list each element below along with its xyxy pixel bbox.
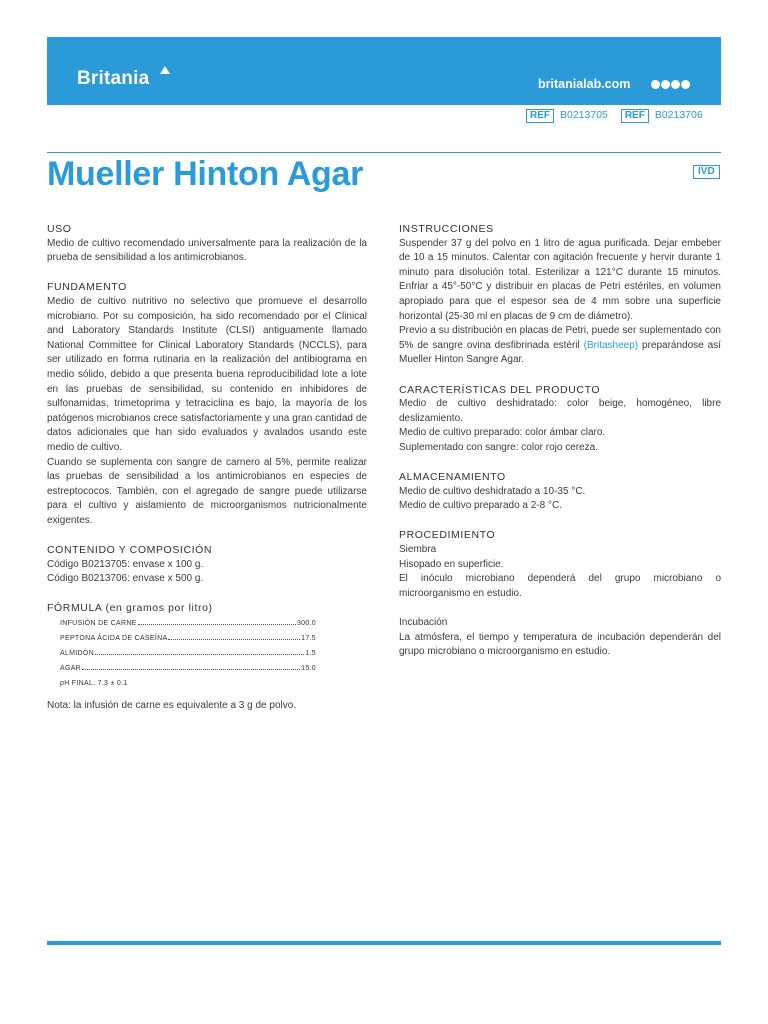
header-bar <box>47 37 721 105</box>
formula-ingredient: AGAR <box>60 665 82 673</box>
caracteristicas-line: Medio de cultivo deshidratado: color beige, homogéneo, libre deslizamiento. <box>399 398 721 424</box>
siembra-line: Hisopado en superficie. <box>399 558 504 570</box>
ref-code: B0213705 <box>560 109 608 121</box>
caracteristicas-line: Medio de cultivo preparado: color ámbar claro. <box>399 427 606 439</box>
contenido-line: Código B0213706: envase x 500 g. <box>47 573 204 585</box>
page-title: Mueller Hinton Agar <box>47 155 364 193</box>
caracteristicas-heading: CARACTERÍSTICAS DEL PRODUCTO <box>399 383 601 396</box>
brand-logo[interactable]: Britania <box>77 68 150 89</box>
contenido-heading: CONTENIDO Y COMPOSICIÓN <box>47 544 213 557</box>
fundamento-paragraph-1: Medio de cultivo nutritivo no selectivo que promueve el desarrollo microbiano. Por su composición, ha sido recomendado por el Clinical and Laboratory Standards Institute (CLSI) antiguamente llamado National Committee for Clinical Laboratory Standards (NCCLS), para ser utilizado en forma rutinaria en la realización del antibiograma en medio sólido, debido a que presenta buena reproducibilidad lote a lote en las pruebas de sensibilidad, su contenido en inhibidores de sulfonamidas, trimetoprima y tetraciclina es bajo, la mayoría de los patógenos microbianos crece satisfactoriamente y una gran cantidad de datos adicionales que han sido evaluados y avalados usando este medio de cultivo. <box>47 295 367 453</box>
incubacion-title: Incubación <box>399 617 448 629</box>
instrucciones-paragraph-2 <box>399 324 721 368</box>
nota-text <box>47 699 367 714</box>
contenido-line: Código B0213705: envase x 100 g. <box>47 558 204 570</box>
formula-value: 300.0 <box>296 620 316 628</box>
uso-text: Medio de cultivo recomendado universalmente para la realización de la prueba de sensibilidad a los antimicrobianos. <box>47 237 367 264</box>
nota-label: Nota: <box>47 700 71 712</box>
ref-code: B0213706 <box>654 109 703 121</box>
almacenamiento-line: Medio de cultivo deshidratado a 10-35 °C. <box>399 485 586 497</box>
formula-heading: FÓRMULA (en gramos por litro) <box>47 602 213 615</box>
instrucciones-text: Previo a su distribución en placas de Petri, puede ser suplementado con 5% de sangre ovina desfibrinada estéril <box>399 325 721 351</box>
youtube-icon[interactable] <box>681 80 690 89</box>
formula-row <box>60 646 316 661</box>
uso-heading: USO <box>47 223 72 235</box>
left-column <box>47 222 367 714</box>
social-icons <box>651 80 691 98</box>
formula-row <box>60 661 316 676</box>
ref-label: REF <box>526 109 554 123</box>
website-link[interactable]: britanialab.com <box>538 77 631 91</box>
linkedin-icon[interactable] <box>671 80 680 89</box>
instagram-icon[interactable] <box>661 80 670 89</box>
reference-codes <box>526 109 713 123</box>
fundamento-heading: FUNDAMENTO <box>47 281 127 294</box>
formula-table <box>60 616 316 691</box>
formula-ingredient: ALMIDÓN <box>60 650 94 658</box>
almacenamiento-line: Medio de cultivo preparado a 2-8 °C. <box>399 500 562 512</box>
britasheep-link[interactable]: (Britasheep) <box>583 339 639 351</box>
incubacion-text: La atmósfera, el tiempo y temperatura de incubación dependerán del grupo microbiano o microorganismo en estudio. <box>399 631 721 658</box>
almacenamiento-heading: ALMACENAMIENTO <box>399 471 506 484</box>
formula-row <box>60 631 316 646</box>
formula-ingredient: INFUSIÓN DE CARNE <box>60 620 137 628</box>
formula-ingredient: PEPTONA ÁCIDA DE CASEÍNA <box>60 635 168 643</box>
formula-value: 17.5 <box>301 635 316 643</box>
top-divider <box>47 152 721 153</box>
procedimiento-heading: PROCEDIMIENTO <box>399 529 496 542</box>
formula-value: 1.5 <box>305 650 316 658</box>
formula-ph: pH FINAL: 7.3 ± 0.1 <box>60 680 128 688</box>
fundamento-paragraph-2: Cuando se suplementa con sangre de carnero al 5%, permite realizar las pruebas de sensibilidad a los antimicrobianos en especies de estreptococos. También, con el agregado de sangre puede utilizarse para el cultivo y aislamiento de microorganismos nutricionalmente exigentes. <box>47 456 367 526</box>
bottom-divider <box>47 941 721 945</box>
ref-label: REF <box>621 109 649 123</box>
siembra-title: Siembra <box>399 544 437 556</box>
instrucciones-text: preparándose así Mueller Hinton Sangre Agar. <box>399 339 721 366</box>
logo-triangle-icon <box>160 66 170 74</box>
instrucciones-heading: INSTRUCCIONES <box>399 223 494 235</box>
siembra-line: El inóculo microbiano dependerá del grupo microbiano o microorganismo en estudio. <box>399 573 721 599</box>
formula-value: 15.0 <box>301 665 316 673</box>
nota-body: la infusión de carne es equivalente a 3 g de polvo. <box>70 700 297 712</box>
caracteristicas-line: Suplementado con sangre: color rojo cereza. <box>399 441 599 453</box>
right-column <box>399 222 721 660</box>
formula-row <box>60 616 316 631</box>
ivd-badge: IVD <box>693 165 720 179</box>
facebook-icon[interactable] <box>651 80 660 89</box>
instrucciones-paragraph-1: Suspender 37 g del polvo en 1 litro de agua purificada. Dejar embeber de 10 a 15 minutos. Calentar con agitación frecuente y hervir durante 1 minuto para disolución total. Esterilizar a 121°C durante 15 minutos. Enfriar a 45°-50°C y distribuir en placas de Petri estériles, en volumen apropiado para que el espesor sea de 4 mm sobre una superficie horizontal (25-30 ml en placas de 9 cm de diámetro). <box>399 237 721 322</box>
